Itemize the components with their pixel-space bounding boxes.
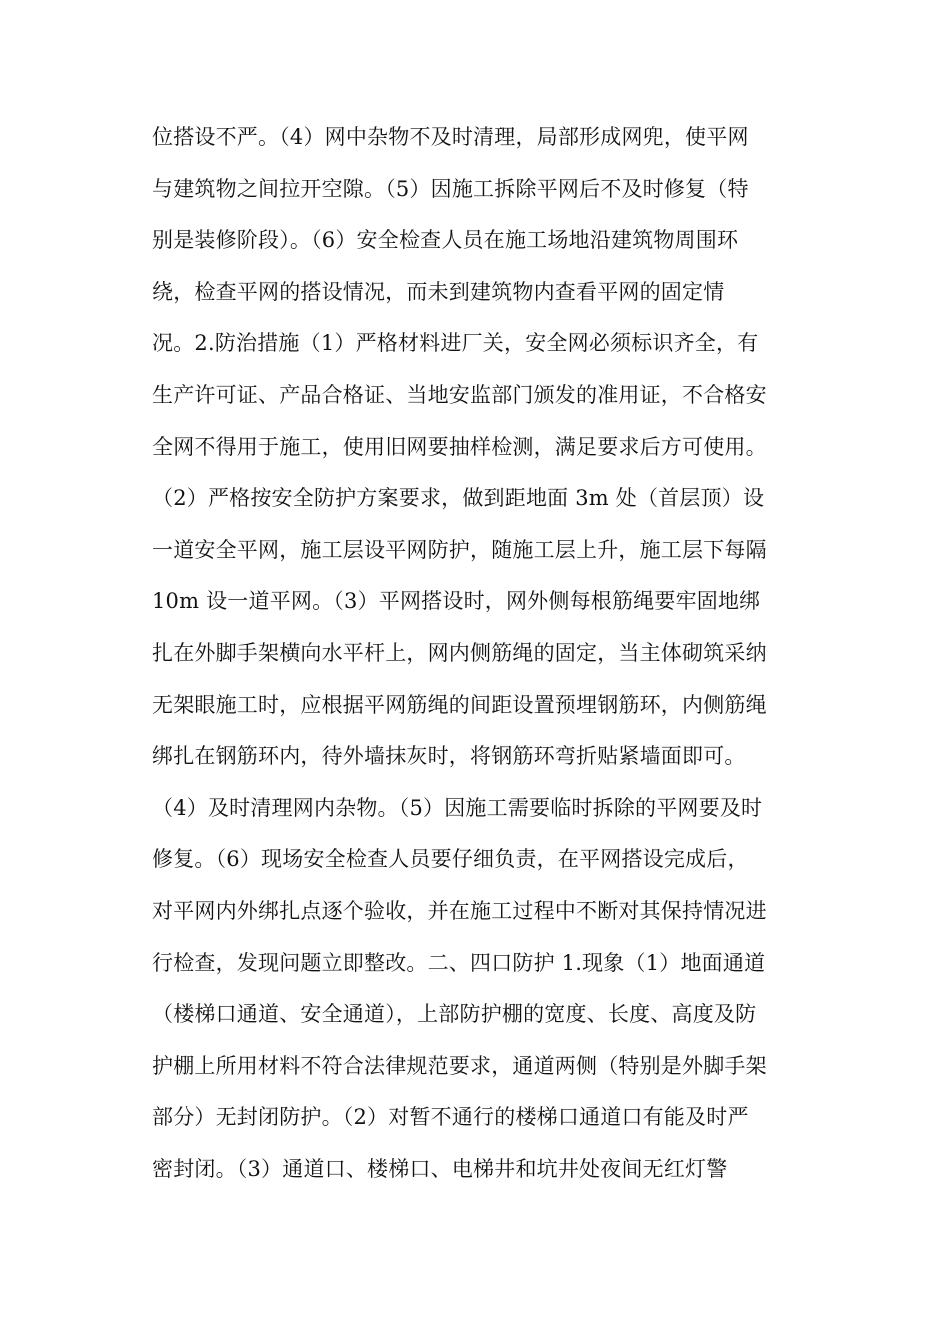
text-line: 扎在外脚手架横向水平杆上，网内侧筋绳的固定，当主体砌筑采纳 bbox=[152, 640, 767, 665]
text-line: 绑扎在钢筋环内，待外墙抹灰时，将钢筋环弯折贴紧墙面即可。 bbox=[152, 744, 746, 769]
text-line: 护棚上所用材料不符合法律规范要求，通道两侧（特别是外脚手架 bbox=[152, 1053, 767, 1078]
text-line: 密封闭。（3）通道口、楼梯口、电梯井和坑井处夜间无红灯警 bbox=[152, 1156, 728, 1181]
text-line: 全网不得用于施工，使用旧网要抽样检测，满足要求后方可使用。 bbox=[152, 434, 767, 459]
text-line: 部分）无封闭防护。（2）对暂不通行的楼梯口通道口有能及时严 bbox=[152, 1105, 749, 1130]
text-line: 位搭设不严。（4）网中杂物不及时清理，局部形成网兜，使平网 bbox=[152, 125, 749, 149]
text-line: 对平网内外绑扎点逐个验收，并在施工过程中不断对其保持情况进 bbox=[152, 898, 767, 923]
text-line: 绕，检查平网的搭设情况，而未到建筑物内查看平网的固定情 bbox=[152, 279, 725, 304]
body-text bbox=[152, 112, 812, 1195]
text-line: 修复。（6）现场安全检查人员要仔细负责，在平网搭设完成后， bbox=[152, 847, 749, 872]
text-line: 与建筑物之间拉开空隙。（5）因施工拆除平网后不及时修复（特 bbox=[152, 176, 749, 201]
text-line: 10m 设一道平网。（3）平网搭设时，网外侧每根筋绳要牢固地绑 bbox=[152, 589, 761, 614]
text-line: 别是装修阶段）。（6）安全检查人员在施工场地沿建筑物周围环 bbox=[152, 228, 739, 253]
text-line: 行检查，发现问题立即整改。二、四口防护 1.现象（1）地面通道 bbox=[152, 950, 766, 975]
text-line: 一道安全平网，施工层设平网防护，随施工层上升，施工层下每隔 bbox=[152, 537, 767, 562]
text-line: 无架眼施工时，应根据平网筋绳的间距设置预埋钢筋环，内侧筋绳 bbox=[152, 692, 767, 717]
text-line: （楼梯口通道、安全通道），上部防护棚的宽度、长度、高度及防 bbox=[152, 1002, 757, 1027]
text-line: 况。2.防治措施（1）严格材料进厂关，安全网必须标识齐全，有 bbox=[152, 331, 759, 356]
text-line: （4）及时清理网内杂物。（5）因施工需要临时拆除的平网要及时 bbox=[152, 795, 763, 820]
text-line: 生产许可证、产品合格证、当地安监部门颁发的准用证，不合格安 bbox=[152, 382, 767, 407]
text-line: （2）严格按安全防护方案要求，做到距地面 3m 处（首层顶）设 bbox=[152, 486, 765, 511]
